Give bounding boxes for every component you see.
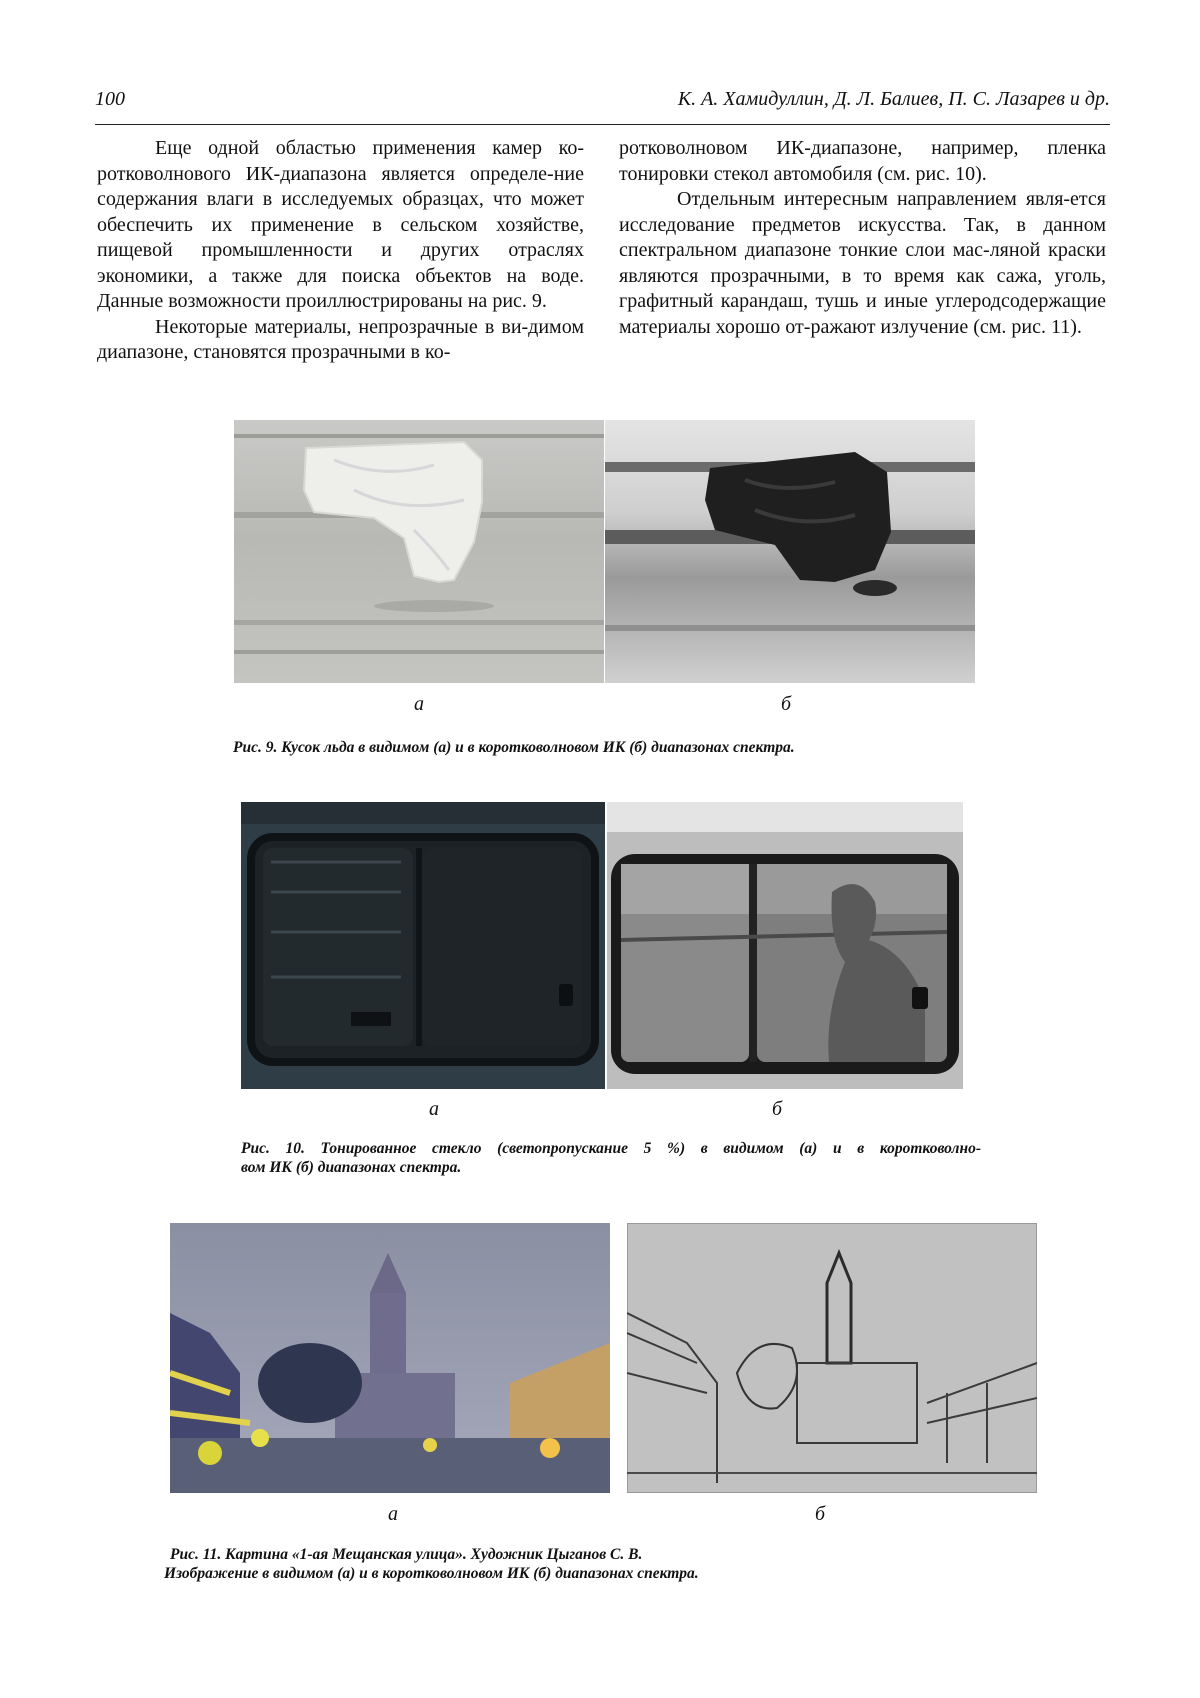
fig11-caption (164, 1545, 924, 1583)
paragraph-art: Отдельным интересным направлением явля-ется исследование предметов искусства. Так, в данном спектральном диапазоне тонкие слои мас-ляной краски являются прозрачными, в то время как сажа, уголь, графитный карандаш, тушь и иные углеродсодержащие материалы хорошо от-ражают излучение (см. рис. 11). (619, 188, 1106, 338)
header-rule (95, 124, 1110, 125)
paragraph-tint-film: ротковолновом ИК-диапазоне, например, пленка тонировки стекол автомобиля (см. рис. 10). (619, 137, 1106, 185)
fig11a-painting-visible-image (170, 1223, 610, 1493)
left-column (97, 136, 584, 366)
fig11-caption-line2: Изображение в видимом (а) и в коротковолновом ИК (б) диапазонах спектра. (164, 1565, 699, 1582)
fig10-label-a: а (429, 1098, 439, 1120)
fig10-label-b: б (772, 1098, 783, 1120)
fig9-caption: Рис. 9. Кусок льда в видимом (а) и в коротковолновом ИК (б) диапазонах спектра. (233, 739, 795, 756)
fig10b-swir-window-image (607, 802, 963, 1089)
fig11-label-a: а (388, 1503, 398, 1525)
fig9-label-b: б (781, 693, 792, 715)
fig9b-swir-ice-image (605, 420, 975, 683)
paragraph-materials: Некоторые материалы, непрозрачные в ви-димом диапазоне, становятся прозрачными в ко- (97, 315, 584, 363)
fig11-caption-line1: Рис. 11. Картина «1-ая Мещанская улица». Художник Цыганов С. В. (170, 1546, 643, 1563)
fig10-caption-line2: вом ИК (б) диапазонах спектра. (241, 1159, 462, 1176)
fig10a-visible-window-image (241, 802, 605, 1089)
paragraph-moisture: Еще одной областью применения камер ко-ротковолнового ИК-диапазона является определе-ние содержания влаги в исследуемых образцах, что может обеспечить их применение в сельском хозяйстве, пищевой промышленности и других отраслях экономики, а также для поиска объектов на воде. Данные возможности проиллюстрированы на рис. 9. (97, 137, 584, 312)
running-header (95, 88, 1110, 118)
fig9a-visible-ice-image (234, 420, 604, 683)
right-column (619, 136, 1106, 340)
fig10-caption (241, 1139, 981, 1177)
fig10-caption-line1: Рис. 10. Тонированное стекло (светопропускание 5 %) в видимом (а) и в коротковолно- (241, 1140, 981, 1157)
fig9-label-a: а (414, 693, 424, 715)
fig11b-painting-swir-image (627, 1223, 1037, 1493)
running-authors: К. А. Хамидуллин, Д. Л. Балиев, П. С. Лазарев и др. (677, 88, 1110, 110)
fig11-label-b: б (815, 1503, 826, 1525)
page-number: 100 (95, 88, 125, 110)
